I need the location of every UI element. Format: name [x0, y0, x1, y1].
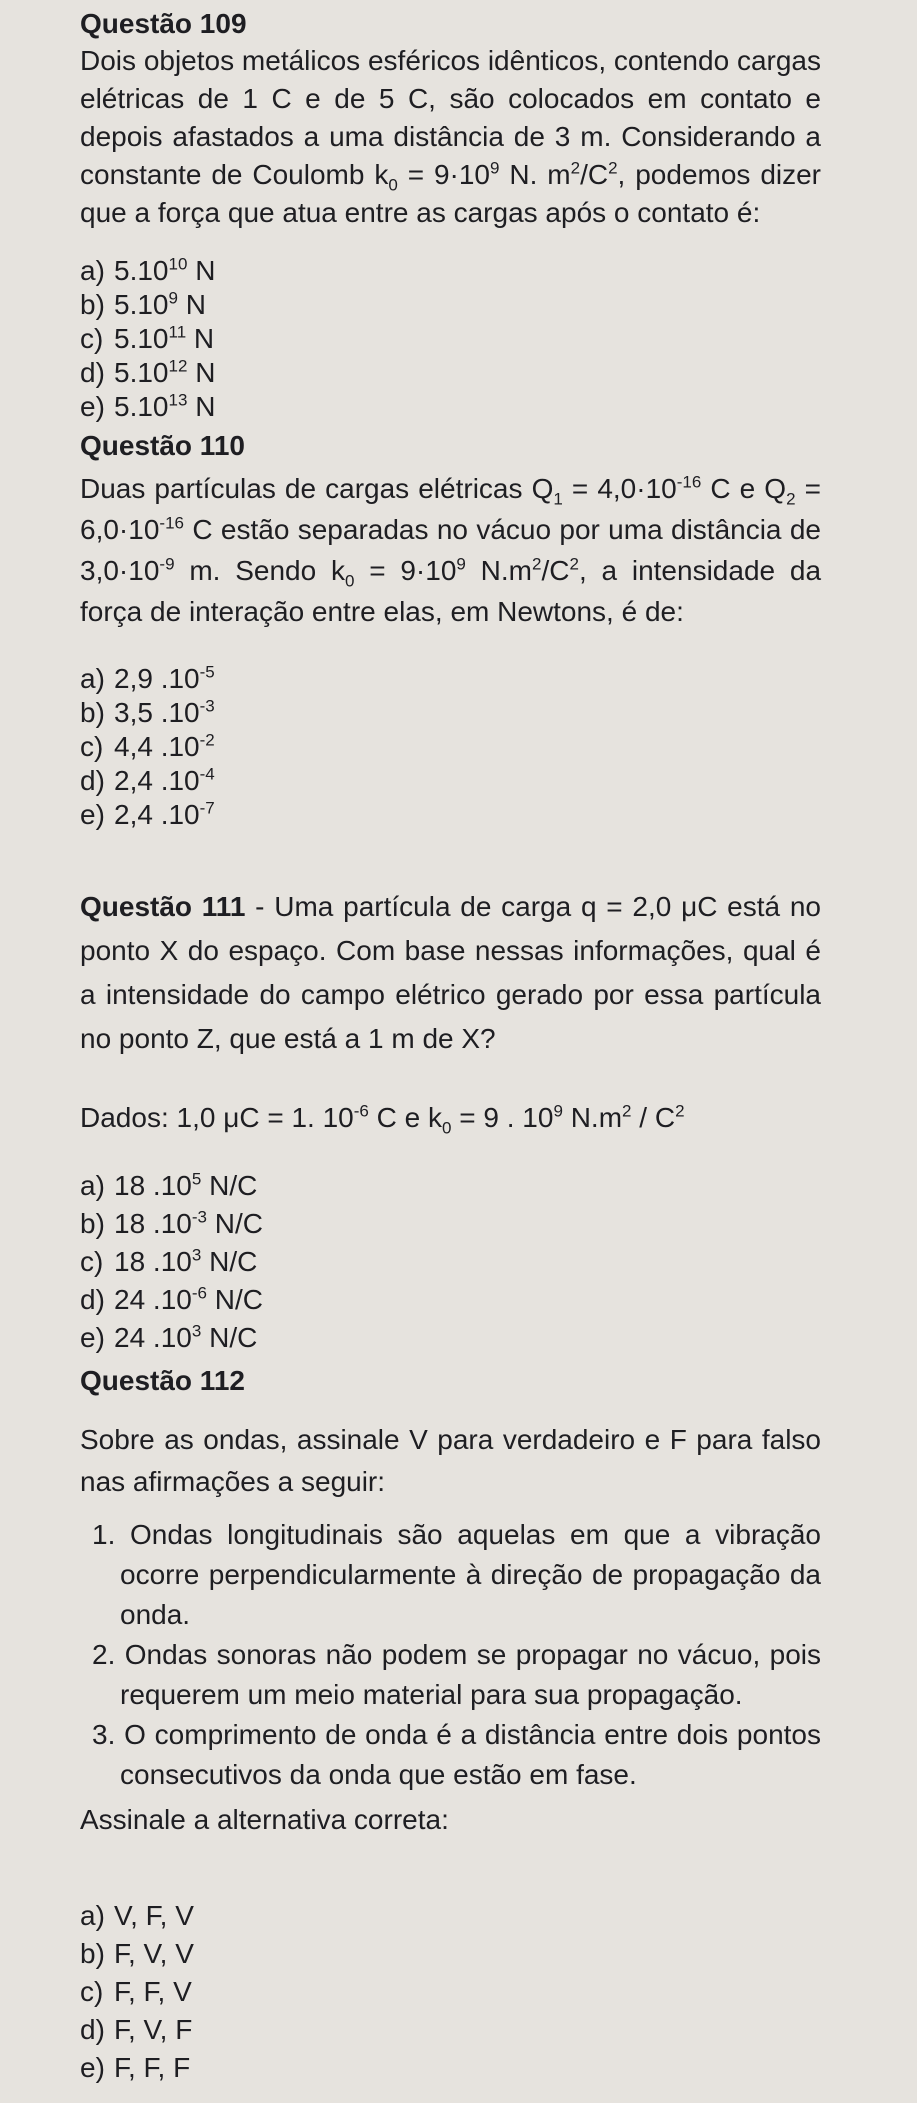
option-a[interactable]: a) 5.10$^{10}$ N — [80, 254, 216, 286]
option-c[interactable]: c) 18 $.10^3$ N/C — [80, 1245, 258, 1277]
question-statement: Dois objetos metálicos esféricos idênticos, contendo cargas elétricas de 1 C e de 5 C, são colocados em contato e depois afastados a uma distância de 3 m. Considerando a constante de Coulomb $k_0 = 9\cdot 10^9$ N. $m^2/C^2$, podemos dizer que a força que atua entre as cargas após o contato é: — [80, 45, 822, 228]
question-110 — [80, 430, 821, 832]
option-b[interactable]: b) 5.10$^9$ N — [80, 288, 206, 320]
question-title: Questão 111 — [80, 891, 246, 922]
question-112 — [80, 1365, 821, 2087]
option-d[interactable]: d) 24 $.10^{-6}$ N/C — [80, 1283, 263, 1315]
question-statement: Questão 111 - Uma partícula de carga q = 2,0 μC está no ponto X do espaço. Com base nessas informações, qual é a intensidade do campo elétrico gerado por essa partícula no ponto Z, que está a 1 m de X? — [80, 891, 821, 1054]
option-c[interactable]: c) 5.10$^{11}$ N — [80, 322, 215, 354]
question-data: Dados: 1,0 μC = 1. $10^{-6}$ C e $k_0 = 9$ . $10^9$ $N.m^2 / C^2$ — [80, 1101, 685, 1138]
question-title: Questão 112 — [80, 1365, 245, 1396]
question-prompt: Assinale a alternativa correta: — [80, 1804, 449, 1835]
statement-item: 2. Ondas sonoras não podem se propagar no vácuo, pois requerem um meio material para sua propagação. — [92, 1639, 821, 1710]
option-e[interactable]: e) 5.10$^{13}$ N — [80, 390, 216, 422]
question-title: Questão 110 — [80, 430, 245, 461]
option-b[interactable]: b) 3,5 $.10^{-3}$ — [80, 696, 215, 728]
question-statement: Duas partículas de cargas elétricas $Q_1 = 4,0\cdot 10^{-16}$ C e $Q_2 = 6,0\cdot 10^{-16}$ C estão separadas no vácuo por uma distância de $3,0\cdot 10^{-9}$ m. Sendo $k_0 = 9\cdot 10^9$ $N.m^2/C^2$, a intensidade da força de interação entre elas, em Newtons, é de: — [80, 472, 822, 627]
option-e[interactable]: e) 2,4 $.10^{-7}$ — [80, 798, 215, 830]
option-e[interactable]: e) 24 $.10^3$ N/C — [80, 1321, 258, 1353]
question-title: Questão 109 — [80, 8, 247, 39]
option-e[interactable]: e) F, F, F — [80, 2052, 191, 2083]
option-c[interactable]: c) F, F, V — [80, 1976, 192, 2007]
option-a[interactable]: a) 18 $.10^5$ N/C — [80, 1169, 258, 1201]
question-109 — [80, 8, 821, 424]
question-intro: Sobre as ondas, assinale V para verdadeiro e F para falso nas afirmações a seguir: — [80, 1424, 821, 1497]
statement-list — [80, 1515, 821, 1795]
option-d[interactable]: d) F, V, F — [80, 2014, 193, 2045]
statement-item: 3. O comprimento de onda é a distância entre dois pontos consecutivos da onda que estão em fase. — [92, 1719, 821, 1790]
option-b[interactable]: b) F, V, V — [80, 1938, 194, 1969]
answer-options — [80, 1897, 821, 2087]
option-a[interactable]: a) 2,9 $.10^{-5}$ — [80, 662, 215, 694]
statement-item: 1. Ondas longitudinais são aquelas em que a vibração ocorre perpendicularmente à direção de propagação da onda. — [92, 1519, 821, 1630]
answer-options — [80, 1167, 821, 1357]
option-a[interactable]: a) V, F, V — [80, 1900, 194, 1931]
answer-options — [80, 662, 821, 832]
answer-options — [80, 254, 821, 424]
option-c[interactable]: c) 4,4 $.10^{-2}$ — [80, 730, 215, 762]
question-111 — [80, 885, 821, 1357]
option-b[interactable]: b) 18 $.10^{-3}$ N/C — [80, 1207, 263, 1239]
option-d[interactable]: d) 2,4 $.10^{-4}$ — [80, 764, 215, 796]
option-d[interactable]: d) 5.10$^{12}$ N — [80, 356, 216, 388]
